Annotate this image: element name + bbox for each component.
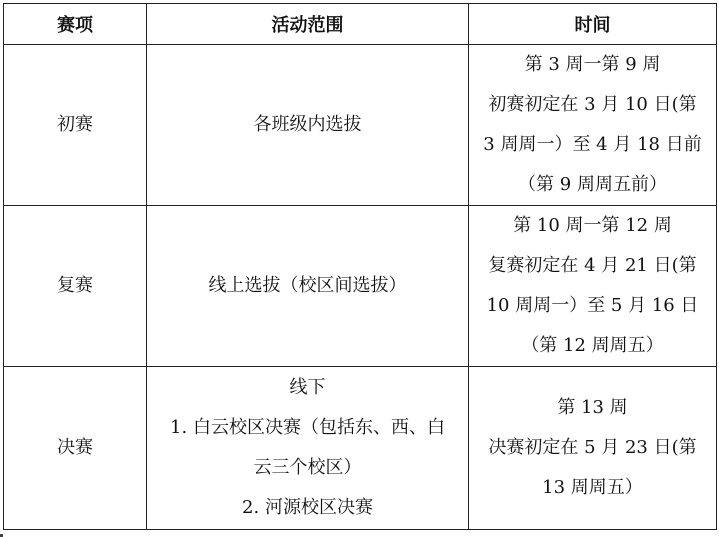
time-line: （第 9 周周五前） — [518, 174, 667, 195]
scope-line: 线上选拔（校区间选拔） — [208, 275, 407, 296]
scope-cell — [147, 45, 469, 206]
table-row — [4, 367, 717, 530]
time-cell — [469, 206, 717, 367]
header-row — [4, 4, 717, 45]
time-line: 第 3 周一第 9 周 — [524, 54, 661, 75]
scope-line: 各班级内选拔 — [253, 114, 362, 135]
time-line: 初赛初定在 3 月 10 日(第 — [488, 94, 697, 115]
header-time: 时间 — [469, 4, 717, 45]
stage-label: 复赛 — [57, 275, 93, 296]
table-row — [4, 45, 717, 206]
header-stage: 赛项 — [4, 4, 147, 45]
time-line: 13 周周五） — [542, 477, 643, 498]
stage-cell — [4, 367, 147, 530]
time-line: 10 周周一）至 5 月 16 日 — [486, 295, 699, 316]
scope-line: 云三个校区） — [253, 457, 362, 478]
stage-label: 初赛 — [57, 114, 93, 135]
scope-line: 1. 白云校区决赛（包括东、西、白 — [170, 417, 445, 438]
time-line: 第 10 周一第 12 周 — [513, 215, 672, 236]
time-cell — [469, 367, 717, 530]
stage-label: 决赛 — [57, 437, 93, 458]
stage-cell — [4, 45, 147, 206]
table-row — [4, 206, 717, 367]
time-line: （第 12 周周五） — [521, 335, 664, 356]
header-scope: 活动范围 — [147, 4, 469, 45]
scope-line: 线下 — [289, 377, 326, 398]
competition-schedule-table — [3, 3, 717, 530]
time-cell — [469, 45, 717, 206]
time-line: 3 周周一）至 4 月 18 日前 — [483, 134, 702, 155]
scope-cell — [147, 206, 469, 367]
scope-line: 2. 河源校区决赛 — [242, 497, 373, 518]
time-line: 第 13 周 — [557, 397, 628, 418]
scope-cell — [147, 367, 469, 530]
time-line: 复赛初定在 4 月 21 日(第 — [488, 255, 697, 276]
stage-cell — [4, 206, 147, 367]
time-line: 决赛初定在 5 月 23 日(第 — [488, 437, 697, 458]
